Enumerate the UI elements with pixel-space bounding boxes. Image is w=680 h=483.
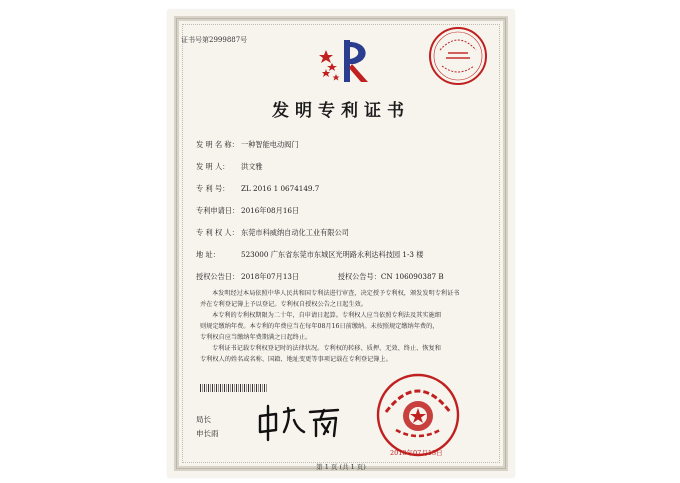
- seal-date: 2018年07月13日: [390, 449, 443, 457]
- round-stamp-icon: [426, 24, 490, 88]
- body-line: 专利权人的姓名或名称、国籍、地址变更等事项记载在专利登记簿上。: [200, 356, 392, 363]
- body-line: 则规定缴纳年费。本专利的年费应当在每年08月16日前缴纳。未按照规定缴纳年费的，: [200, 323, 439, 330]
- signature-icon: [254, 402, 344, 442]
- government-seal-icon: [374, 372, 462, 458]
- certificate-body: [200, 288, 480, 365]
- body-line: 本发明经过本局依照中华人民共和国专利法进行审查，决定授予专利权，颁发发明专利证书: [212, 290, 460, 297]
- field-invention-name: 发 明 名 称： 一种智能电动阀门: [196, 140, 299, 149]
- body-line: 专利权自应当缴纳年费期满之日起终止。: [200, 334, 312, 341]
- director-title: 局长: [196, 415, 211, 424]
- director-name: 申长雨: [196, 429, 219, 438]
- certificate-sheet: [168, 10, 514, 477]
- patent-office-logo-icon: [316, 28, 378, 90]
- field-address: 地 址： 523000 广东省东莞市东城区光明路永利达科技园 1-3 楼: [196, 250, 424, 259]
- body-line: 本专利的专利权期限为二十年，自申请日起算。专利权人应当依照专利法及其实施细: [212, 312, 441, 319]
- field-patent-number: 专 利 号： ZL 2016 1 0674149.7: [196, 184, 320, 193]
- page-title: 发明专利证书: [272, 101, 410, 121]
- grant-number: CN 106090387 B: [380, 272, 444, 281]
- certificate-number: 证书号第2999887号: [181, 36, 248, 44]
- field-application-date: 专利申请日： 2016年08月16日: [196, 206, 300, 215]
- field-patentee: 专 利 权 人： 东莞市科威纳自动化工业有限公司: [196, 228, 349, 237]
- grant-number-label: 授权公告号：: [337, 272, 381, 281]
- barcode: [200, 384, 268, 392]
- page-number: 第 1 页 (共 1 页): [316, 463, 366, 471]
- body-line: 并在专利登记簿上予以登记。专利权自授权公告之日起生效。: [200, 301, 368, 308]
- body-line: 专利证书记载专利权登记时的法律状况。专利权的转移、质押、无效、终止、恢复和: [212, 345, 441, 352]
- field-grant-date: 授权公告日： 2018年07月13日 授权公告号：CN 106090387 B: [196, 272, 444, 281]
- field-inventor: 发 明 人： 洪文雅: [196, 162, 263, 171]
